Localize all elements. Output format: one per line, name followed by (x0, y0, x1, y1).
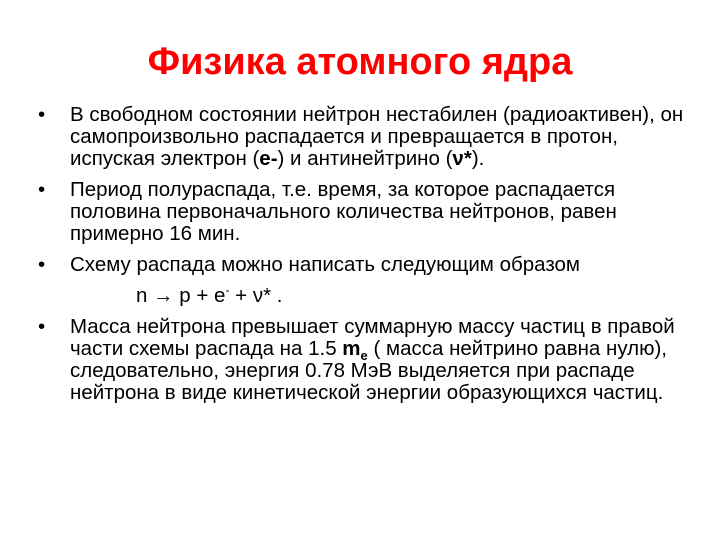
decay-formula (30, 285, 690, 307)
formula-lhs: n → p + e (136, 284, 226, 307)
electron-symbol: е- (259, 147, 278, 170)
item-text: Период полураспада, т.е. время, за которое распадается половина первоначального количества нейтронов, равен примерно 16 мин. (70, 178, 617, 245)
list-item-decay-scheme (30, 254, 690, 276)
item-text: ) и антинейтрино ( (277, 147, 453, 170)
list-item-half-life (30, 179, 690, 245)
slide-title: Физика атомного ядра (147, 41, 573, 83)
item-text: ). (471, 147, 485, 170)
electron-mass-subscript: e (360, 348, 368, 364)
list-item-mass-energy (30, 316, 690, 404)
item-text: ( масса нейтрино равна нулю), следовательно, энергия 0.78 МэВ выделяется при распаде нейтрона в виде кинетической энергии образующихся частиц. (70, 337, 667, 404)
item-text: В свободном состоянии нейтрон нестабилен (радиоактивен), он самопроизвольно распадается и превращается в протон, испуская электрон ( (70, 103, 684, 170)
bullet-list (30, 104, 690, 413)
formula-rhs: + ν* . (229, 284, 283, 307)
antineutrino-symbol: ν* (452, 147, 472, 170)
list-item-neutron-decay (30, 104, 690, 170)
electron-mass-symbol: m (342, 337, 361, 360)
item-text: Масса нейтрона превышает суммарную массу частиц в правой части схемы распада на 1.5 (70, 315, 675, 360)
formula-superscript: - (225, 283, 230, 298)
item-text: Схему распада можно написать следующим образом (70, 253, 580, 276)
